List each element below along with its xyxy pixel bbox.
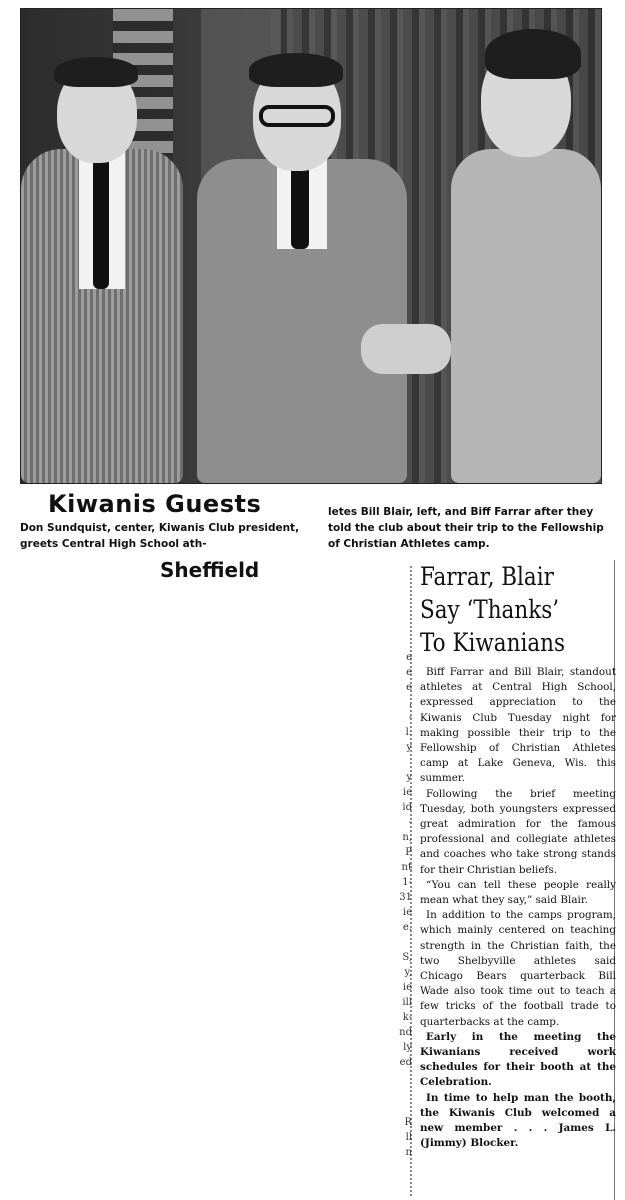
column-fragment: 31	[399, 892, 412, 903]
jacket	[451, 149, 601, 483]
article-body	[420, 665, 616, 1152]
person-left	[21, 9, 191, 483]
article-paragraph: In addition to the camps program, which mainly centered on teaching strength in the Christian faith, the two Shelbyville athletes said Chicago Bears quarterback Bill Wade also took time out to teach a few tricks of the football trade to quarterbacks at the camp.	[420, 909, 616, 1028]
column-fragment: e	[406, 667, 412, 678]
tie	[93, 159, 109, 289]
column-fragment: y,	[404, 967, 412, 978]
column-fragment: e.	[402, 922, 412, 933]
column-fragment	[398, 1100, 412, 1115]
column-fragment: y	[406, 742, 412, 753]
column-fragment: l.	[405, 727, 412, 738]
column-fragment: nd	[399, 1027, 412, 1038]
column-fragment	[398, 1085, 412, 1100]
column-fragment	[398, 935, 412, 950]
column-fragment: nt	[401, 862, 412, 873]
article-paragraph: In time to help man the booth, the Kiwanis Club welcomed a new member . . . James L. (Jimmy) Blocker.	[420, 1091, 616, 1150]
caption-title: Kiwanis Guests	[48, 490, 262, 518]
column-fragment: ill	[402, 997, 412, 1008]
article-paragraph: Biff Farrar and Bill Blair, standout athletes at Central High School, expressed appreciation to the Kiwanis Club Tuesday night for making possible their trip to the Fellowship of Christian Athletes camp at Lake Geneva, Wis. this summer.	[420, 666, 616, 785]
column-fragment: e	[406, 652, 412, 663]
article-paragraph: Early in the meeting the Kiwanians received work schedules for their booth at the Celebration.	[420, 1030, 616, 1089]
column-fragment: ie	[402, 907, 412, 918]
cut-off-column-text	[398, 650, 412, 1160]
headline-line: Say ‘Thanks’	[420, 595, 560, 624]
column-fragment: -	[408, 817, 412, 828]
column-fragment: -	[408, 712, 412, 723]
column-fragment: R	[404, 1117, 412, 1128]
column-fragment: n,	[402, 832, 412, 843]
column-fragment	[398, 755, 412, 770]
column-fragment: ie	[402, 787, 412, 798]
news-photo	[20, 8, 602, 484]
article-paragraph: Following the brief meeting Tuesday, both youngsters expressed great admiration for the famous professional and collegiate athletes and coaches who take strong stands for their Christian beliefs.	[420, 787, 616, 876]
hair	[54, 57, 138, 87]
hair	[485, 29, 581, 79]
column-fragment: ,	[408, 697, 412, 708]
glasses	[259, 105, 335, 127]
column-fragment: n	[405, 1147, 412, 1158]
handshake	[361, 324, 451, 374]
article-headline	[420, 560, 583, 659]
column-fragment	[398, 1070, 412, 1085]
column-fragment: e	[406, 682, 412, 693]
person-right	[451, 9, 601, 483]
column-fragment: id	[402, 802, 412, 813]
caption-text-left: Don Sundquist, center, Kiwanis Club president, greets Central High School ath-	[20, 522, 300, 550]
column-fragment: y	[406, 772, 412, 783]
column-fragment: ll	[405, 1132, 412, 1143]
article-paragraph: “You can tell these people really mean what they say,” said Blair.	[420, 878, 616, 907]
headline-line: Farrar, Blair	[420, 562, 554, 591]
column-fragment: 1-	[402, 877, 412, 888]
hair	[249, 53, 343, 87]
column-fragment: ly	[403, 1042, 412, 1053]
headline-line: To Kiwanians	[420, 628, 566, 657]
column-fragment: P	[405, 847, 412, 858]
column-fragment: k-	[402, 1012, 412, 1023]
caption-text-right: letes Bill Blair, left, and Biff Farrar after they told the club about their trip to the Fellowship of Christian Athletes camp.	[328, 506, 604, 550]
column-fragment: ie	[402, 982, 412, 993]
column-fragment: S,	[402, 952, 412, 963]
tie	[291, 169, 309, 249]
column-fragment: ed	[399, 1057, 412, 1068]
partial-headline: Sheffield	[160, 558, 260, 582]
person-center	[197, 9, 417, 483]
